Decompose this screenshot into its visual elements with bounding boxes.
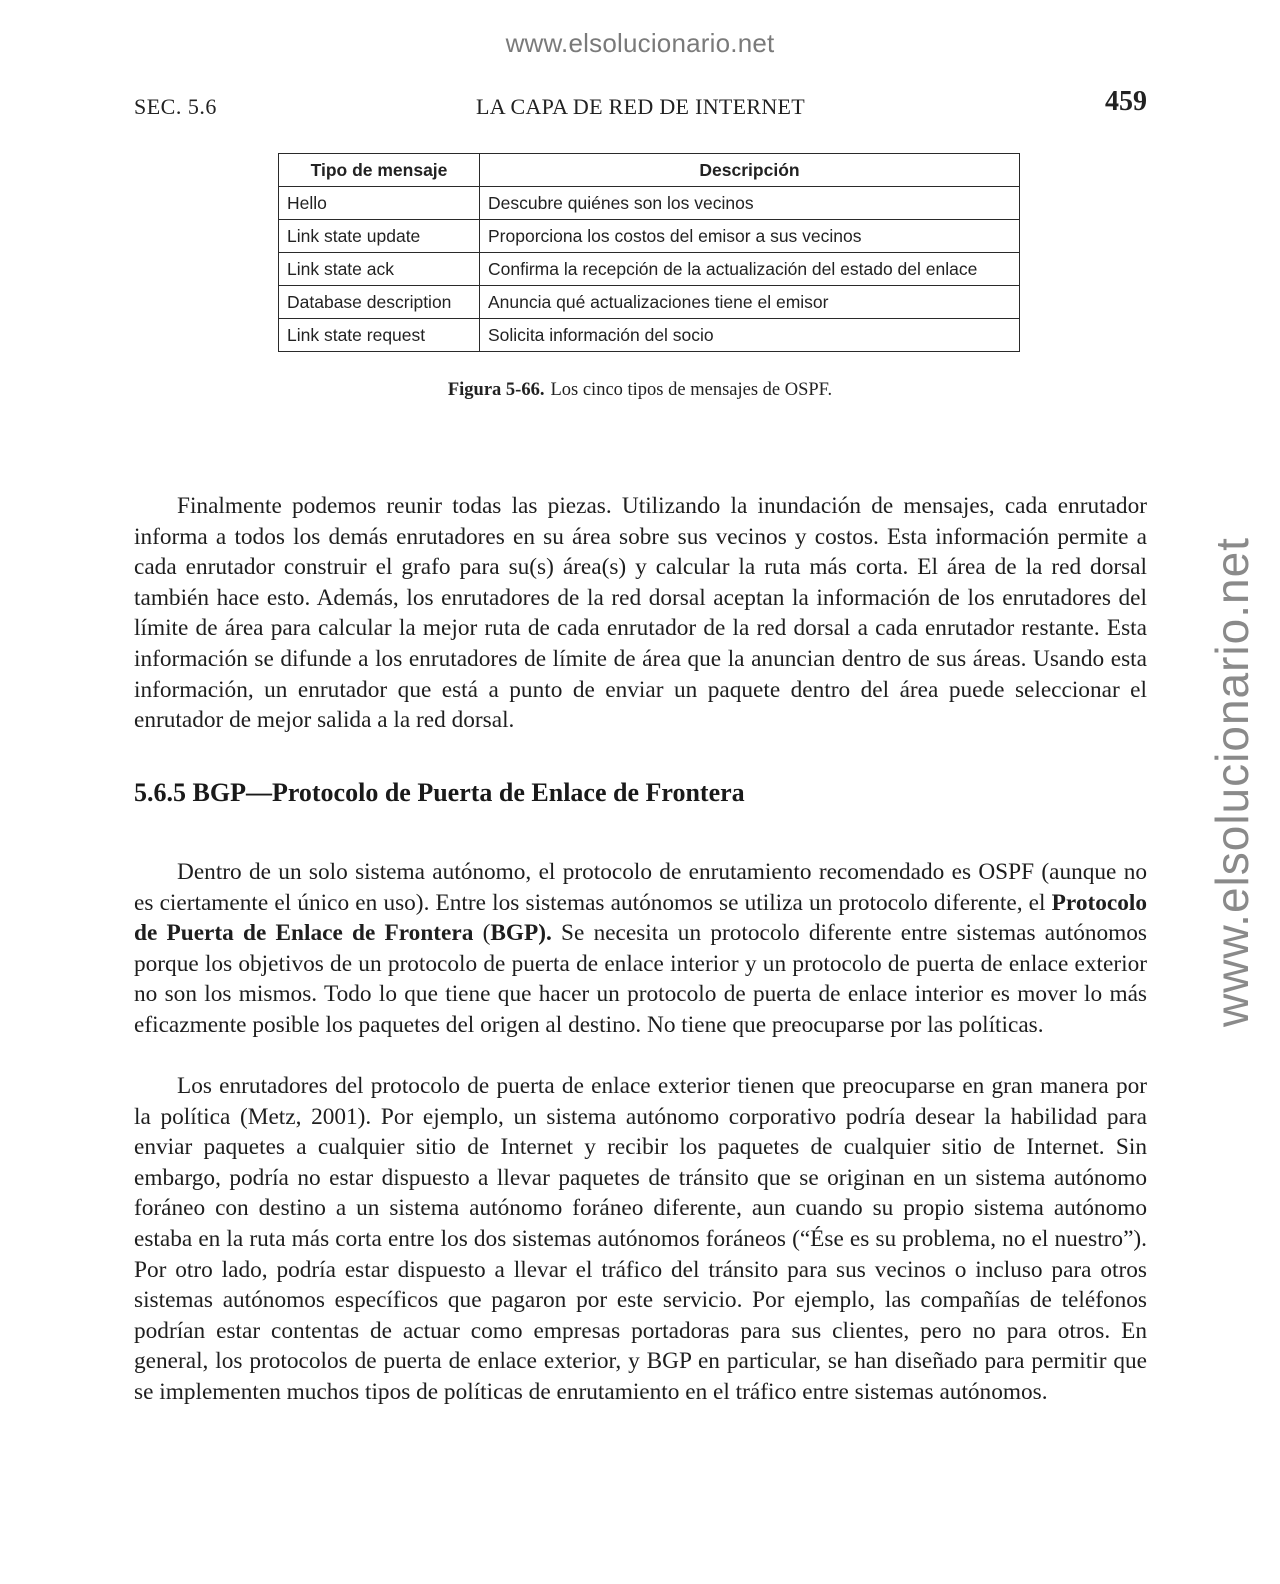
description-cell: Proporciona los costos del emisor a sus vecinos (480, 220, 1020, 253)
chapter-title: LA CAPA DE RED DE INTERNET (475, 94, 806, 119)
running-head (134, 86, 1147, 124)
ospf-message-table (278, 153, 1020, 352)
figure-caption (0, 380, 1280, 401)
table-header-row (279, 154, 1020, 187)
bgp-term: Protocolo de Puerta de Enlace de Frontera (134, 889, 1147, 947)
message-type-cell: Link state update (279, 220, 480, 253)
body-paragraph-1: Finalmente podemos reunir todas las piezas. Utilizando la inundación de mensajes, cada enrutador informa a todos los demás enrutadores en su área sobre sus vecinos y costos. Esta información permite a cada enrutador construir el grafo para su(s) área(s) y calcular la ruta más corta. El área de la red dorsal también hace esto. Además, los enrutadores de la red dorsal aceptan la información de los enrutadores del límite de área para calcular la mejor ruta de cada enrutador de la red dorsal a cada enrutador restante. Esta información se difunde a los enrutadores de límite de área que la anuncian dentro de sus áreas. Usando esta información, un enrutador que está a punto de enviar un paquete dentro del área puede seleccionar el enrutador de mejor salida a la red dorsal. (134, 493, 1147, 734)
table-row (279, 253, 1020, 286)
figure-caption-text: Los cinco tipos de mensajes de OSPF. (550, 380, 833, 400)
column-header-message-type: Tipo de mensaje (279, 154, 480, 187)
watermark-top: www.elsolucionario.net (505, 28, 775, 58)
message-type-cell: Hello (279, 187, 480, 220)
section-number: SEC. 5.6 (134, 94, 217, 119)
page-number: 459 (1105, 86, 1147, 117)
figure-label: Figura 5-66. (447, 380, 545, 400)
message-type-cell: Database description (279, 286, 480, 319)
section-heading: 5.6.5 BGP—Protocolo de Puerta de Enlace de Frontera (134, 778, 745, 807)
table-row (279, 286, 1020, 319)
column-header-description: Descripción (480, 154, 1020, 187)
paragraph-2-text-start: Dentro de un solo sistema autónomo, el protocolo de enrutamiento recomendado es OSPF (aunque no es ciertamente el único en uso). Entre los sistemas autónomos se utiliza un protocolo diferente, el (134, 859, 1147, 916)
table-row (279, 187, 1020, 220)
message-type-cell: Link state request (279, 319, 480, 352)
table-row (279, 319, 1020, 352)
description-cell: Descubre quiénes son los vecinos (480, 187, 1020, 220)
watermark-side: www.elsolucionario.net (1206, 537, 1258, 1027)
description-cell: Solicita información del socio (480, 319, 1020, 352)
description-cell: Anuncia qué actualizaciones tiene el emisor (480, 286, 1020, 319)
description-cell: Confirma la recepción de la actualización del estado del enlace (480, 253, 1020, 286)
message-type-cell: Link state ack (279, 253, 480, 286)
body-paragraph-3: Los enrutadores del protocolo de puerta de enlace exterior tienen que preocuparse en gran manera por la política (Metz, 2001). Por ejemplo, un sistema autónomo corporativo podría desear la habilidad para enviar paquetes a cualquier sitio de Internet y recibir los paquetes de cualquier sitio de Internet. Sin embargo, podría no estar dispuesto a llevar paquetes de tránsito que se originan en un sistema autónomo foráneo con destino a un sistema autónomo foráneo diferente, aun cuando su propio sistema autónomo estaba en la ruta más corta entre los dos sistemas autónomos foráneos (“Ése es su problema, no el nuestro”). Por otro lado, podría estar dispuesto a llevar el tráfico del tránsito para sus vecinos o incluso para otros sistemas autónomos específicos que pagaron por este servicio. Por ejemplo, las compañías de teléfonos podrían estar contentas de actuar como empresas portadoras para sus clientes, pero no para otros. En general, los protocolos de puerta de enlace exterior, y BGP en particular, se han diseñado para permitir que se implementen muchos tipos de políticas de enrutamiento en el tráfico entre sistemas autónomos. (134, 1073, 1147, 1405)
table-row (279, 220, 1020, 253)
paragraph-2-paren: ( (473, 920, 491, 947)
body-paragraph-2 (134, 857, 1147, 1041)
bgp-abbreviation: BGP). (490, 920, 552, 947)
paragraph-2-text-end: Se necesita un protocolo diferente entre sistemas autónomos porque los objetivos de un protocolo de puerta de enlace interior y un protocolo de puerta de enlace exterior no son los mismos. Todo lo que tiene que hacer un protocolo de puerta de enlace interior es mover lo más eficazmente posible los paquetes del origen al destino. No tiene que preocuparse por las políticas. (134, 920, 1147, 1038)
